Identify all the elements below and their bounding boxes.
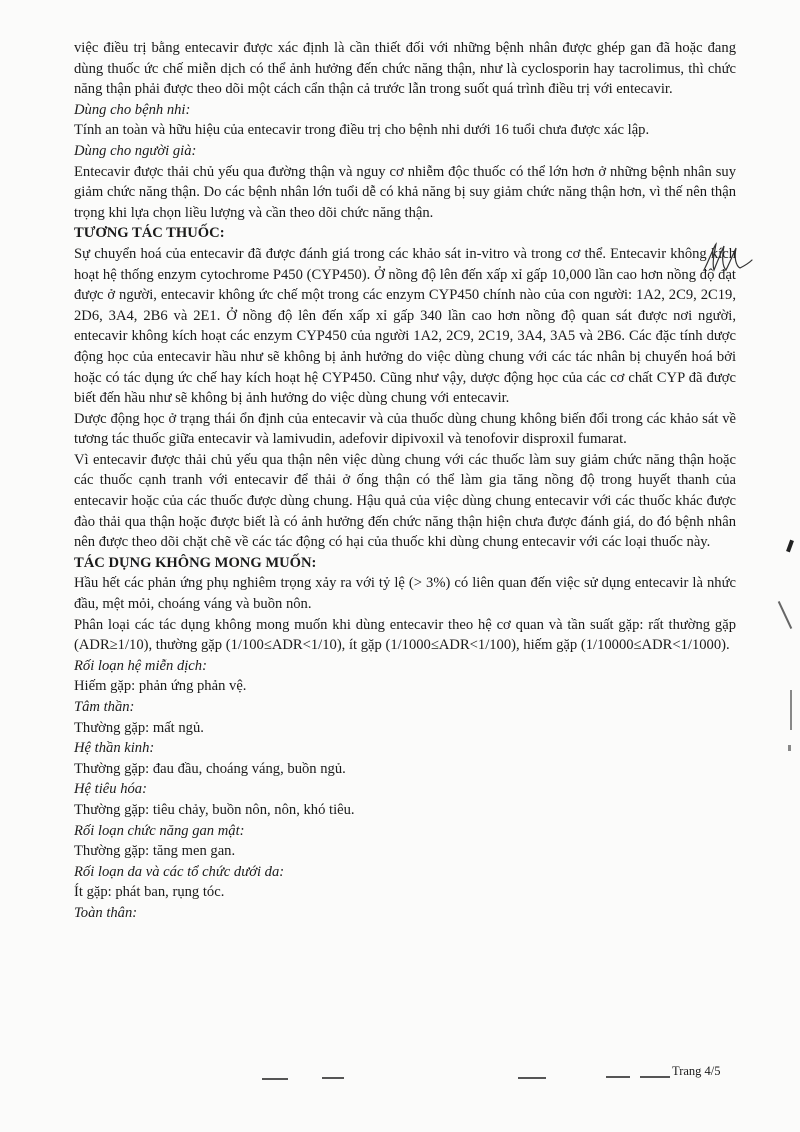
scan-edge-mark-2	[778, 601, 792, 629]
footer-dash-5	[640, 1076, 670, 1078]
subheading-psychiatric: Tâm thần:	[74, 699, 135, 715]
scan-edge-mark-1	[786, 540, 794, 553]
item-hepatobiliary: Thường gặp: tăng men gan.	[74, 843, 236, 860]
paragraph-pediatric: Tính an toàn và hữu hiệu của entecavir trong điều trị cho bệnh nhi dưới 16 tuổi chưa được xác lập.	[74, 122, 650, 139]
footer-dash-2	[322, 1077, 344, 1079]
paragraph-renal-elimination: Vì entecavir được thải chủ yếu qua thận nên việc dùng chung với các thuốc làm suy giảm chức năng thận hoặc các thuốc cạnh tranh với entecavir để thải ở ống thận có thể làm gia tăng nồng độ trong huyết thanh của entecavir hoặc của các thuốc được dùng chung. Hậu quả của việc dùng chung entecavir với các thuốc khác được đào thải qua thận hoặc được biết là có ảnh hưởng đến chức năng thận hiện chưa được đánh giá, do đó bệnh nhân nên được theo dõi chặt chẽ về các tác động có hại của thuốc khi dùng chung entecavir với các loại thuốc này.	[74, 451, 736, 551]
item-nervous: Thường gặp: đau đầu, choáng váng, buồn ngủ.	[74, 760, 346, 777]
paragraph-frequency-classification: Phân loại các tác dụng không mong muốn khi dùng entecavir theo hệ cơ quan và tần suất gặp: rất thường gặp (ADR≥1/10), thường gặp (1/100≤ADR<1/10), ít gặp (1/1000≤ADR<1/100), hiếm gặp (1/10000≤ADR<1/1000).	[74, 616, 736, 654]
subheading-general: Toàn thân:	[74, 904, 138, 921]
footer-dash-4	[606, 1076, 630, 1078]
item-skin: Ít gặp: phát ban, rụng tóc.	[74, 884, 225, 901]
item-immune: Hiếm gặp: phản ứng phản vệ.	[74, 678, 247, 695]
paragraph-serious-reactions: Hầu hết các phản ứng phụ nghiêm trọng xảy ra với tỷ lệ (> 3%) có liên quan đến việc sử dụng entecavir là nhức đầu, mệt mỏi, choáng váng và buồn nôn.	[74, 575, 736, 613]
item-digestive: Thường gặp: tiêu chảy, buồn nôn, nôn, khó tiêu.	[74, 801, 355, 818]
scan-edge-mark-3	[790, 690, 792, 730]
footer-dash-3	[518, 1077, 546, 1079]
item-psychiatric: Thường gặp: mất ngủ.	[74, 719, 204, 736]
subheading-elderly: Dùng cho người già:	[74, 142, 197, 159]
paragraph-steady-state: Dược động học ở trạng thái ổn định của entecavir và của thuốc dùng chung không biến đổi trong các khảo sát về tương tác thuốc giữa entecavir và lamivudin, adefovir dipivoxil và tenofovir disproxil fumarat.	[74, 410, 736, 448]
subheading-immune: Rối loạn hệ miễn dịch:	[74, 657, 207, 674]
subheading-pediatric: Dùng cho bệnh nhi:	[74, 101, 191, 118]
subheading-hepatobiliary: Rối loạn chức năng gan mật:	[74, 822, 245, 839]
paragraph-metabolism: Sự chuyển hoá của entecavir đã được đánh giá trong các khảo sát in-vitro và trong cơ thể. Entecavir không kích hoạt hệ thống enzym cytochrome P450 (CYP450). Ở nồng độ lên đến xấp xỉ gấp 10,000 lần cao hơn nồng độ đạt được ở người, entecavir không ức chế một trong các enzym CYP450 chính nào của con người: 1A2, 2C9, 2C19, 2D6, 3A4, 2B6 và 2E1. Ở nồng độ lên đến xấp xỉ gấp 340 lần cao hơn nồng độ quan sát được nơi người, entecavir không kích hoạt các enzym CYP450 của người 1A2, 2C9, 2C19, 3A4, 3A5 và 2B6. Các đặc tính dược động học của entecavir hầu như sẽ không bị ảnh hưởng do việc dùng chung với các tác nhân bị chuyển hoá bởi hoặc có tác dụng ức chế hay kích hoạt hệ CYP450. Cũng như vậy, dược động học của các cơ chất CYP đã được biết đến hầu như sẽ không bị ảnh hưởng do việc dùng chung với entecavir.	[74, 245, 736, 407]
subheading-digestive: Hệ tiêu hóa:	[74, 781, 147, 798]
scan-edge-mark-4	[788, 745, 791, 751]
subheading-nervous: Hệ thần kinh:	[74, 740, 155, 757]
heading-adverse-effects: TÁC DỤNG KHÔNG MONG MUỐN:	[74, 554, 317, 571]
subheading-skin: Rối loạn da và các tổ chức dưới da:	[74, 863, 285, 880]
heading-drug-interactions: TƯƠNG TÁC THUỐC:	[74, 225, 225, 242]
paragraph-renal-monitoring: việc điều trị bằng entecavir được xác định là cần thiết đối với những bệnh nhân được ghép gan đã hoặc đang dùng thuốc ức chế miễn dịch có thể ảnh hưởng đến chức năng thận, như là cyclosporin hay tacrolimus, thì chức năng thận phải được theo dõi một cách cẩn thận cả trước lẫn trong suốt quá trình điều trị với entecavir.	[74, 40, 736, 98]
footer-dash-1	[262, 1078, 288, 1080]
signature-mark	[700, 240, 756, 274]
page-number: Trang 4/5	[672, 1064, 721, 1078]
paragraph-elderly: Entecavir được thải chủ yếu qua đường thận và nguy cơ nhiễm độc thuốc có thể lớn hơn ở những bệnh nhân suy giảm chức năng thận. Do các bệnh nhân lớn tuổi dễ có khả năng bị suy giảm chức năng thận hơn, vì thế nên thận trọng khi lựa chọn liều lượng và cần theo dõi chức năng thận.	[74, 163, 736, 221]
document-body	[74, 38, 736, 924]
